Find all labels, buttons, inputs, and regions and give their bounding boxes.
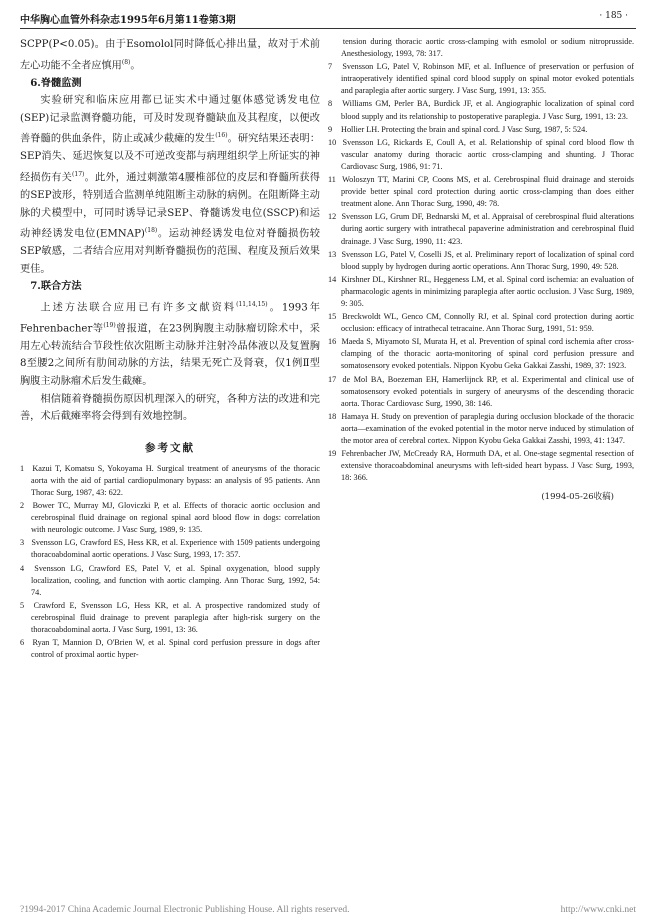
citation: (16) <box>215 132 228 140</box>
reference-item: 9 Hollier LH. Protecting the brain and spinal cord. J Vasc Surg, 1987, 5: 524. <box>328 124 588 134</box>
right-column <box>328 36 634 502</box>
reference-item: 8 Williams GM, Perler BA, Burdick JF, et al. Angiographic localization of spinal cord blood supply and its relationship to postoperative paraplegia. J Vasc Surg, 1991, 13: 23. <box>328 99 635 121</box>
left-column <box>20 36 320 662</box>
citation: (18) <box>144 227 158 235</box>
body-text <box>20 36 320 426</box>
reference-item: 5 Crawford E, Svensson LG, Hess KR, et al. A prospective randomized study of cerebrospinal fluid drainage to prevent paraplegia after high-risk surgery on the thoracoabdominal aorta. J Vasc Surg, 1991, 13: 36. <box>20 600 320 635</box>
intro-paragraph: SCPP(P<0.05)。由于Esomolol同时降低心排出量，故对于术前左心功能不全者应慎用$^{(8)}$。 <box>20 39 320 71</box>
section-7-paragraph: 上述方法联合应用已有许多文献资料$^{(11,14,15)}$。1993年Fehrenbacher等$^{(19)}$曾报道，在23例胸腹主动脉瘤切除术中，采用左心转流结合节段性依次阻断主动脉并注射冷晶体液以及复置胸8至腰2之间所有肋间动脉的方法，结果无死亡及肾衰，仅1例Ⅱ型胸腹主动脉瘤术后发生截瘫。 <box>20 300 320 388</box>
citation: (8) <box>121 58 131 66</box>
section-6-title: 6.脊髓监测 <box>30 76 82 89</box>
reference-item: 2 Bower TC, Murray MJ, Gloviczki P, et al. Effects of thoracic aortic occlusion and cerebrospinal fluid drainage on regional spinal aord blood flow in dogs: correlation with neurologic outcome. J Vasc Surg, 1989, 9: 135. <box>20 501 320 535</box>
reference-list-right <box>328 36 634 484</box>
reference-item: 14 Kirshner DL, Kirshner RL, Heggeness LM, et al. Spinal cord ischemia: an evaluation of pharmacologic agents in minimizing paraplegia after aortic occlusion. J Vasc Surg, 1989, 9: 305. <box>328 274 634 308</box>
reference-item: 19 Fehrenbacher JW, McCready RA, Hormuth DA, et al. One-stage segmental resection of extensive thoracoabdominal aneurysms with left-sided heart bypass. J Vasc Surg, 1993, 18: 366. <box>328 449 635 483</box>
citation: (19) <box>103 321 116 329</box>
references-heading: 参考文献 <box>145 441 195 454</box>
reference-item: 13 Svensson LG, Patel V, Coselli JS, et al. Preliminary report of localization of spinal cord blood supply by hydrogen during aortic operations. Ann Thorac Surg, 1990, 49: 528. <box>328 249 634 271</box>
reference-item: 7 Svensson LG, Patel V, Robinson MF, et al. Influence of preservation or perfusion of intraoperatively identified spinal cord blood supply on spinal motor evoked potentials and paraplegia after aortic surgery. J Vasc Surg, 1991, 13: 355. <box>328 62 635 96</box>
reference-item: 15 Breckwoldt WL, Genco CM, Connolly RJ, et al. Spinal cord protection during aortic occlusion: efficacy of intrathecal tetracaine. Ann Thorac Surg, 1991, 51: 959. <box>328 312 635 334</box>
reference-item: 10 Svensson LG, Rickards E, Coull A, et al. Relationship of spinal cord blood flow th vascular anatomy during thoracic aortic cross-clamping and shunting. J Thorac Cardiovasc Surg, 1986, 91: 71. <box>328 137 635 171</box>
reference-item-continued: tension during thoracic aortic cross-clamping with esmolol or sodium nitroprusside. Anesthesiology, 1993, 78: 317. <box>341 37 634 59</box>
closing-paragraph: 相信随着脊髓损伤原因机理深入的研究，各种方法的改进和完善，术后截瘫率将会得到有效地控制。 <box>20 393 320 423</box>
journal-title: 中华胸心血管外科杂志1995年6月第11卷第3期 <box>20 15 236 26</box>
page-number: · 185 · <box>599 11 628 21</box>
running-header <box>20 10 636 29</box>
citation: (17) <box>72 170 85 178</box>
received-date: (1994-05-26收稿) <box>541 492 614 503</box>
section-6-paragraph: 实验研究和临床应用都已证实术中通过躯体感觉诱发电位(SEP)记录监测脊髓功能，可及时发现脊髓缺血及其程度，以便改善脊髓的供血条件，防止或减少截瘫的发生$^{(16)}$。研究结果还表明：SEP消失、延迟恢复以及不可逆改变都与病理组织学上所证实的神经损伤有关$^{(17)}$。此外，通过刺激第4腰椎部位的皮层和脊髓所获得的SEP波形，特别适合监测单纯阻断主动脉的病例。在阻断降主动脉的犬模型中，可同时诱导记录SEP、脊髓诱发电位(SSCP)和运动神经诱发电位(EMNAP)$^{(18)}$。运动神经诱发电位对脊髓损伤较SEP敏感，二者结合应用对判断脊髓损伤的范围、程度及预后效果更佳。 <box>20 95 321 275</box>
reference-item: 3 Svensson LG, Crawford ES, Hess KR, et al. Experience with 1509 patients undergoing thoracoabdominal aortic operations. J Vasc Surg, 1993, 17: 357. <box>20 538 321 560</box>
reference-item: 12 Svensson LG, Grum DF, Bednarski M, et al. Appraisal of cerebrospinal fluid alterations during aortic surgery with intrathecal papaverine administration and cerebrospinal fluid drainage. J Vasc Surg, 1990, 11: 423. <box>328 212 634 246</box>
website-url: http://www.cnki.net <box>560 905 636 915</box>
reference-item: 18 Hamaya H. Study on prevention of paraplegia during occlusion blockade of the thoracic aorta—examination of the evoked potential in the motor nerve induced by stimulation of the motor area of cerebral cortex. Nippon Kyobu Geka Gakkai Zasshi, 1993, 41: 1347. <box>328 411 634 445</box>
reference-item: 1 Kazui T, Komatsu S, Yokoyama H. Surgical treatment of aneurysms of the thoracic aorta with the aid of partial cardiopulmonary bypass: an analysis of 95 patients. Ann Thorac Surg, 1987, 43: 622. <box>20 463 321 497</box>
reference-item: 6 Ryan T, Mannion D, O'Brien W, et al. Spinal cord perfusion pressure in dogs after control of proximal aortic hyper- <box>20 638 321 660</box>
reference-item: 11 Woloszyn TT, Marini CP, Coons MS, et al. Cerebrospinal fluid drainage and steroids provide better spinal cord protection during aortic cross-clamping than does either treatment alone. Ann Thorac Surg, 1990, 49: 78. <box>328 175 634 209</box>
citation: (11,14,15) <box>236 300 268 308</box>
copyright-notice: ?1994-2017 China Academic Journal Electronic Publishing House. All rights reserved. <box>20 905 350 915</box>
reference-item: 16 Maeda S, Miyamoto SI, Murata H, et al. Prevention of spinal cord ischemia after cross-clamping of the thoracic aorta-monitoring of spinal cord perfusion pressure and somatosensory evoked potentials. Nippon Kyobu Geka Gakkai Zasshi, 1989, 37: 1923. <box>328 337 634 371</box>
reference-item: 17 de Mol BA, Boezeman EH, Hamerlijnck RP, et al. Experimental and clinical use of somatosensory evoked potentials in surgery of aneurysms of the descending thoracic aorta. Thorac Cardiovasc Surg, 1990, 38: 146. <box>328 374 634 408</box>
section-7-title: 7.联合方法 <box>30 280 82 293</box>
reference-item: 4 Svensson LG, Crawford ES, Patel V, et al. Spinal oxygenation, blood supply localization, cooling, and function with aortic clamping. Ann Thorac Surg, 1992, 54: 74. <box>20 563 321 597</box>
reference-list-left <box>20 463 320 662</box>
